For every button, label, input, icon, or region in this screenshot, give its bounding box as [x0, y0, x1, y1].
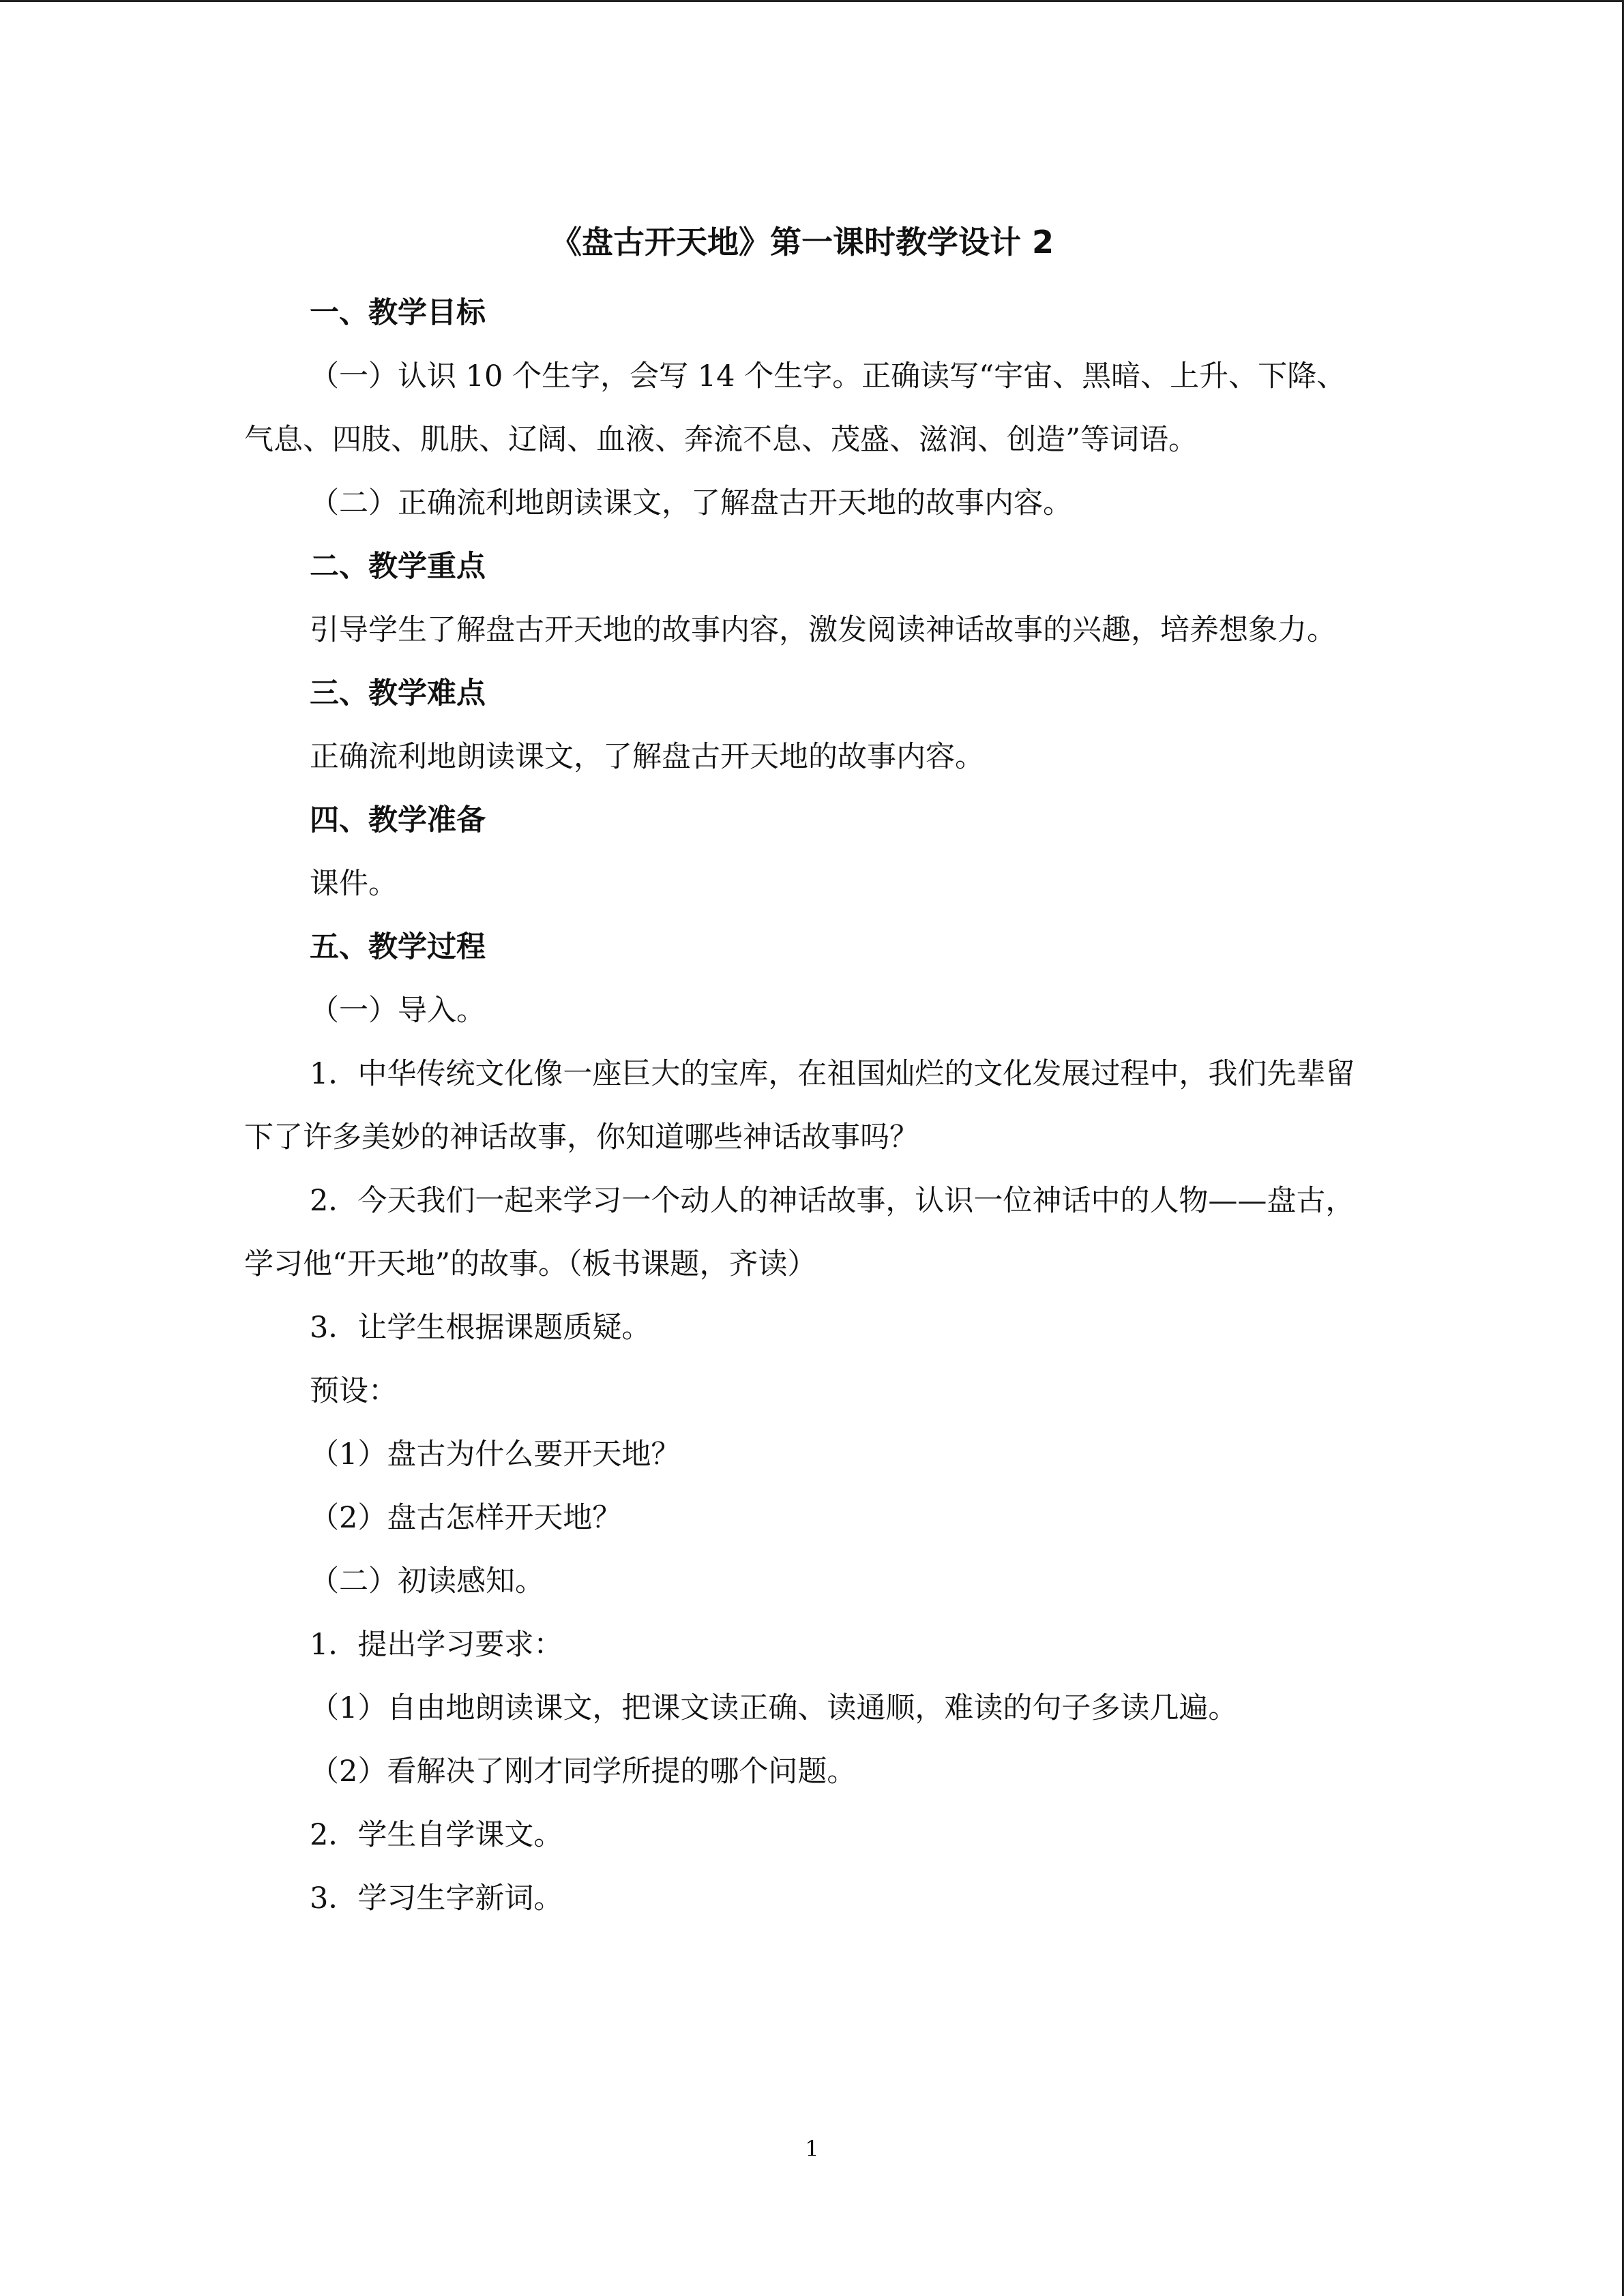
section-heading-objectives: 一、教学目标: [310, 296, 486, 330]
paragraph: 1．中华传统文化像一座巨大的宝库，在祖国灿烂的文化发展过程中，我们先辈留下了许多美妙的神话故事，你知道哪些神话故事吗？: [244, 1057, 1355, 1154]
page-number: 1: [805, 2136, 819, 2162]
paragraph: 3．让学生根据课题质疑。: [310, 1311, 651, 1345]
section-heading-difficulties: 三、教学难点: [310, 676, 486, 711]
paragraph: 3．学习生字新词。: [310, 1881, 563, 1915]
paragraph: （2）盘古怎样开天地？: [310, 1501, 622, 1535]
paragraph: 2．今天我们一起来学习一个动人的神话故事，认识一位神话中的人物——盘古，学习他“开天地”的故事。（板书课题，齐读）: [244, 1184, 1355, 1281]
paragraph: 课件。: [310, 867, 398, 901]
paragraph: （二）初读感知。: [310, 1564, 544, 1598]
paragraph: 2．学生自学课文。: [310, 1818, 563, 1852]
paragraph: （一）认识 10 个生字，会写 14 个生字。正确读写“宇宙、黑暗、上升、下降、气息、四肢、肌肤、辽阔、血液、奔流不息、茂盛、滋润、创造”等词语。: [244, 359, 1346, 457]
paragraph: （1）自由地朗读课文，把课文读正确、读通顺，难读的句子多读几遍。: [310, 1691, 1238, 1725]
paragraph: 预设：: [310, 1374, 398, 1408]
document-title: 《盘古开天地》第一课时教学设计 2: [550, 224, 1054, 260]
paragraph: 1．提出学习要求：: [310, 1628, 563, 1662]
document-body: [244, 219, 1360, 1930]
section-heading-preparation: 四、教学准备: [310, 803, 486, 837]
section-heading-key-points: 二、教学重点: [310, 550, 486, 584]
paragraph: （二）正确流利地朗读课文，了解盘古开天地的故事内容。: [310, 486, 1072, 520]
section-heading-process: 五、教学过程: [310, 930, 486, 964]
paragraph: （一）导入。: [310, 994, 486, 1028]
paragraph: （1）盘古为什么要开天地？: [310, 1437, 681, 1472]
paragraph: （2）看解决了刚才同学所提的哪个问题。: [310, 1755, 857, 1789]
paragraph: 引导学生了解盘古开天地的故事内容，激发阅读神话故事的兴趣，培养想象力。: [310, 613, 1336, 647]
paragraph: 正确流利地朗读课文，了解盘古开天地的故事内容。: [310, 740, 984, 774]
